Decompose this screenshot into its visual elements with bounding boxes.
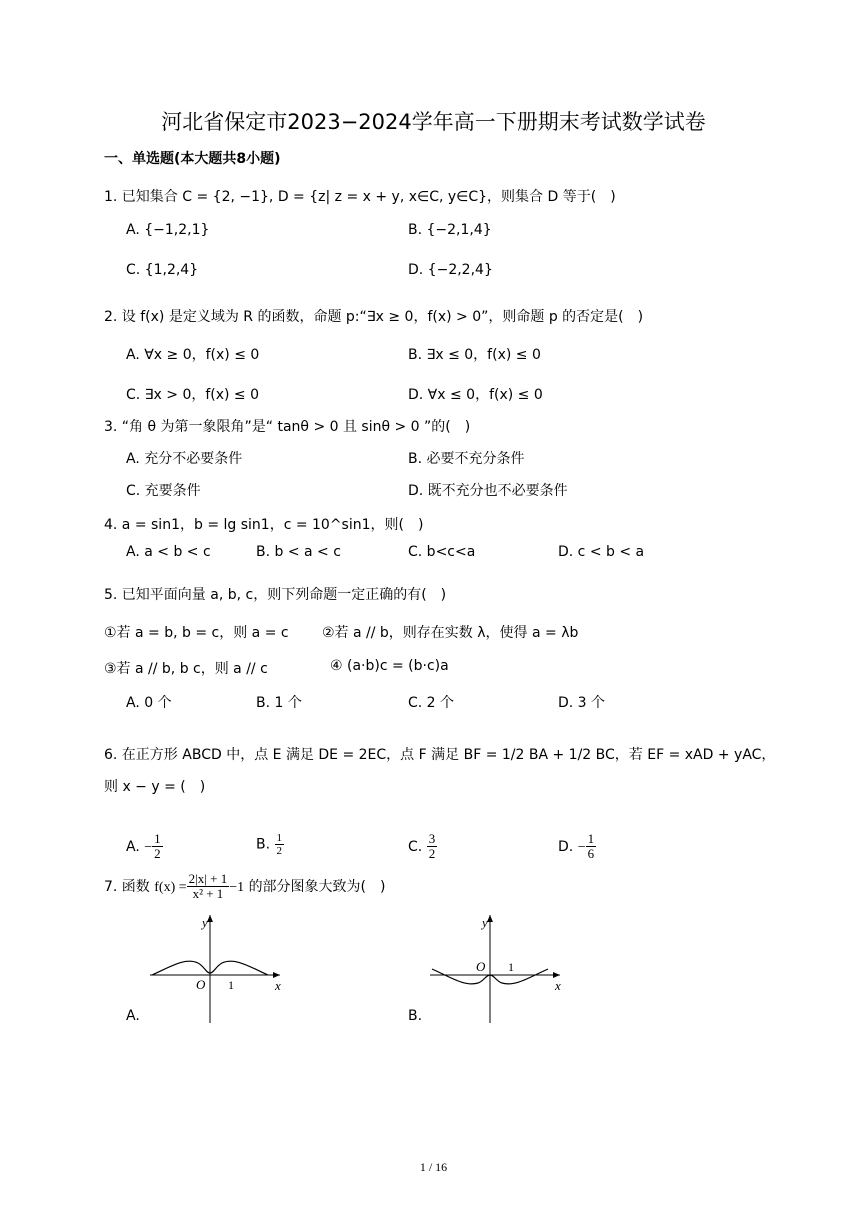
q6-option-a-sign: − bbox=[144, 839, 153, 855]
q3-stem: 3. “角 θ 为第一象限角”是“ tanθ > 0 且 sinθ > 0 ”的( ) bbox=[104, 419, 471, 435]
page-number: 1 / 16 bbox=[419, 1160, 448, 1174]
q7-stem-prefix: 7. 函数 bbox=[104, 878, 150, 895]
q3-option-d: D. 既不充分也不必要条件 bbox=[408, 483, 568, 499]
q6-stem-continued: 则 x − y = ( ) bbox=[104, 779, 206, 795]
q6-option-b-label: B. bbox=[256, 836, 271, 853]
q5-proposition-4: ④ (a·b)c = (b·c)a bbox=[330, 658, 449, 674]
q4-option-d: D. c < b < a bbox=[558, 544, 645, 560]
q7-graph-b-origin: O bbox=[476, 959, 486, 974]
q4-option-b: B. b < a < c bbox=[256, 544, 341, 560]
q2-option-b: B. ∃x ≤ 0，f(x) ≤ 0 bbox=[408, 347, 541, 363]
q5-proposition-2: ②若 a // b，则存在实数 λ，使得 a = λb bbox=[322, 625, 579, 641]
q7-stem-suffix: 的部分图象大致为( ) bbox=[248, 878, 386, 895]
q7-function-left: f(x) = bbox=[154, 879, 187, 895]
q6-option-c-fraction bbox=[427, 832, 438, 862]
q3-option-c: C. 充要条件 bbox=[126, 483, 201, 499]
q6-option-d-label: D. bbox=[558, 838, 574, 855]
q3-option-a: A. 充分不必要条件 bbox=[126, 451, 243, 467]
q6-option-c-denominator: 2 bbox=[428, 846, 436, 862]
q5-option-a: A. 0 个 bbox=[126, 695, 172, 711]
q7-function-numerator: 2|x| + 1 bbox=[188, 871, 228, 886]
q6-option-a-numerator: 1 bbox=[154, 831, 161, 846]
q7-function-fraction bbox=[187, 872, 230, 902]
q7-option-b-label: B. bbox=[408, 1008, 423, 1024]
q6-option-a-label: A. bbox=[126, 838, 140, 855]
q7-graph-b-y-arrow bbox=[487, 915, 493, 922]
page-title: 河北省保定市2023−2024学年高一下册期末考试数学试卷 bbox=[161, 110, 706, 134]
section-heading: 一、单选题(本大题共8小题) bbox=[104, 151, 281, 167]
q6-option-d-denominator: 6 bbox=[587, 846, 595, 862]
q7-graph-a-origin: O bbox=[196, 977, 206, 992]
q6-option-c-label: C. bbox=[408, 838, 423, 855]
q4-option-c: C. b<c<a bbox=[408, 544, 476, 560]
q6-option-c-numerator: 3 bbox=[428, 831, 436, 846]
q7-function-right: −1 bbox=[229, 879, 245, 895]
q6-option-d-sign: − bbox=[577, 839, 586, 855]
q6-stem: 6. 在正方形 ABCD 中，点 E 满足 DE = 2EC，点 F 满足 BF = 1/2 BA + 1/2 BC，若 EF = xAD + yAC， bbox=[104, 747, 776, 763]
q6-option-d bbox=[558, 832, 596, 862]
q7-graph-b-tick: 1 bbox=[508, 960, 514, 974]
q5-stem: 5. 已知平面向量 a, b, c，则下列命题一定正确的有( ) bbox=[104, 587, 447, 603]
q1-option-c: C. {1,2,4} bbox=[126, 262, 199, 278]
q6-option-c bbox=[408, 832, 437, 862]
q2-stem: 2. 设 f(x) 是定义域为 R 的函数，命题 p:“∃x ≥ 0，f(x) > 0”，则命题 p 的否定是( ) bbox=[104, 309, 644, 325]
q6-option-a-denominator: 2 bbox=[154, 846, 161, 862]
q1-option-a: A. {−1,2,1} bbox=[126, 222, 210, 238]
q7-graph-b bbox=[420, 905, 570, 1030]
q7-graph-b-y-label: y bbox=[482, 915, 488, 930]
q2-option-a: A. ∀x ≥ 0，f(x) ≤ 0 bbox=[126, 347, 260, 363]
q1-option-b: B. {−2,1,4} bbox=[408, 222, 492, 238]
q6-option-d-numerator: 1 bbox=[587, 831, 595, 846]
q7-graph-a-y-arrow bbox=[207, 915, 213, 922]
q1-stem: 1. 已知集合 C = {2, −1}, D = {z| z = x + y, x∈C, y∈C}，则集合 D 等于( ) bbox=[104, 189, 616, 205]
q5-proposition-3: ③若 a // b, b c，则 a // c bbox=[104, 661, 268, 677]
q6-option-b-numerator: 1 bbox=[276, 832, 283, 844]
q7-graph-a-x-label: x bbox=[275, 978, 281, 993]
q5-option-c: C. 2 个 bbox=[408, 695, 455, 711]
q6-option-b-denominator: 2 bbox=[276, 845, 283, 858]
q7-graph-b-x-label: x bbox=[555, 978, 561, 993]
q7-stem bbox=[104, 872, 386, 902]
q1-option-d: D. {−2,2,4} bbox=[408, 262, 493, 278]
q5-proposition-1: ①若 a = b, b = c，则 a = c bbox=[104, 625, 289, 641]
q6-option-b-fraction bbox=[275, 832, 285, 857]
q7-graph-a-y-label: y bbox=[202, 915, 208, 930]
q6-option-b bbox=[256, 832, 284, 857]
q3-option-b: B. 必要不充分条件 bbox=[408, 451, 525, 467]
q7-graph-a bbox=[140, 905, 290, 1030]
q5-option-d: D. 3 个 bbox=[558, 695, 606, 711]
q6-option-a bbox=[126, 832, 163, 862]
q7-option-a-label: A. bbox=[126, 1008, 140, 1024]
q2-option-d: D. ∀x ≤ 0，f(x) ≤ 0 bbox=[408, 387, 543, 403]
q2-option-c: C. ∃x > 0，f(x) ≤ 0 bbox=[126, 387, 260, 403]
q4-stem: 4. a = sin1，b = lg sin1，c = 10^sin1，则( ) bbox=[104, 517, 424, 533]
q4-option-a: A. a < b < c bbox=[126, 544, 211, 560]
q7-function-denominator: x² + 1 bbox=[192, 886, 224, 902]
q6-option-a-fraction bbox=[152, 832, 163, 862]
q7-graph-a-tick: 1 bbox=[228, 978, 234, 992]
q6-option-d-fraction bbox=[586, 832, 597, 862]
q5-option-b: B. 1 个 bbox=[256, 695, 302, 711]
